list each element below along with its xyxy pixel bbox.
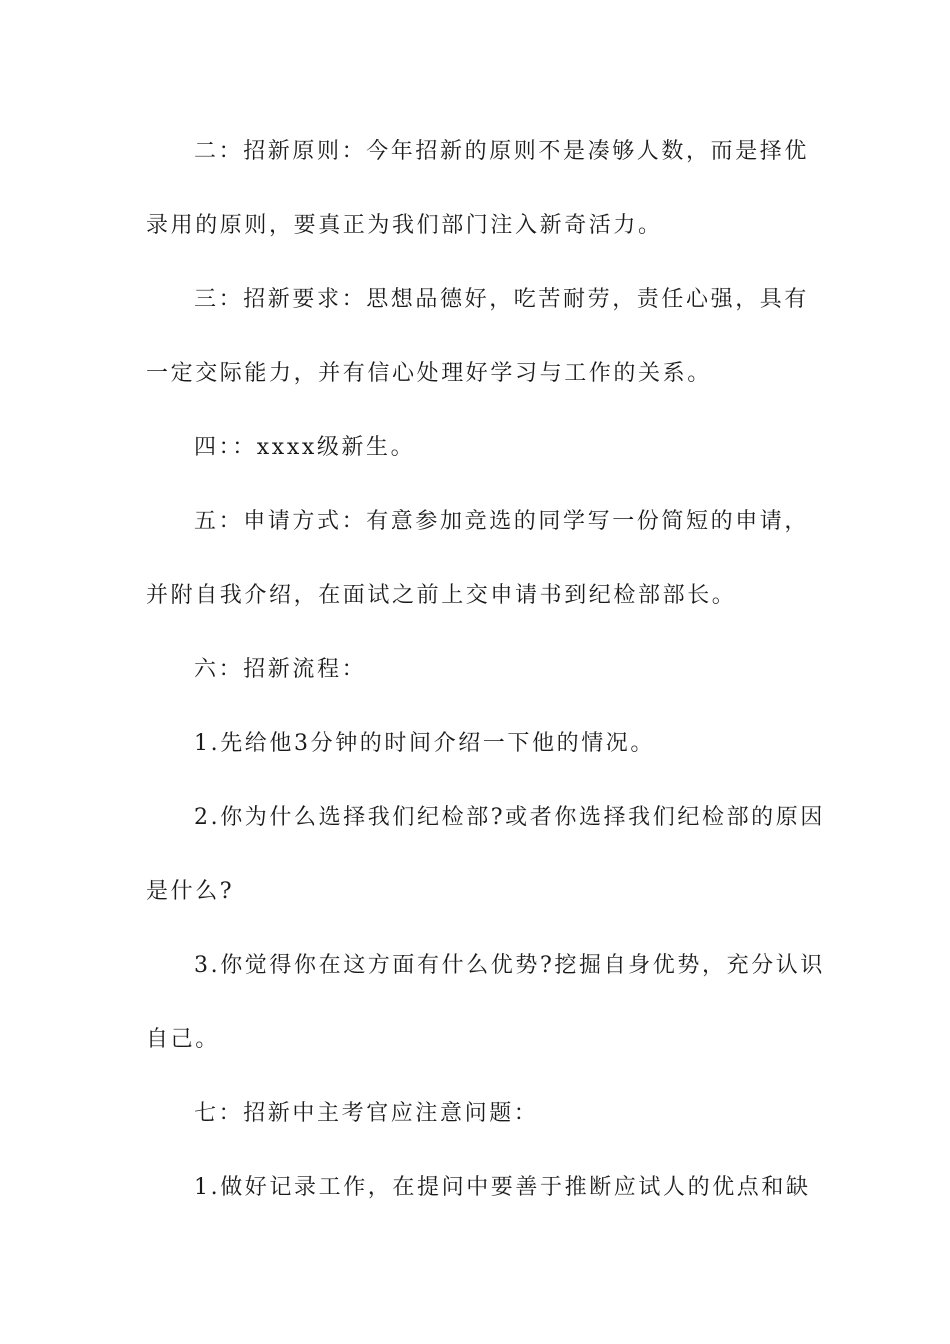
paragraph-process-step-3 — [146, 929, 825, 1077]
text-line: 一定交际能力，并有信心处理好学习与工作的关系。 — [146, 361, 712, 386]
text-line: 自己。 — [146, 1027, 220, 1052]
paragraph-examiner-note-1 — [146, 1151, 811, 1225]
text-line: 并附自我介绍，在面试之前上交申请书到纪检部部长。 — [146, 583, 737, 608]
text-line: 3.你觉得你在这方面有什么优势?挖掘自身优势，充分认识 — [194, 953, 825, 978]
paragraph-application-method — [146, 485, 808, 633]
text-line: 六：招新流程： — [194, 657, 367, 682]
paragraph-recruit-principle — [146, 115, 808, 263]
text-line: 七：招新中主考官应注意问题： — [194, 1101, 539, 1126]
paragraph-recruit-target — [146, 411, 808, 485]
paragraph-recruit-process — [146, 633, 808, 707]
text-line: 四：：xxxx级新生。 — [194, 435, 416, 460]
text-line: 2.你为什么选择我们纪检部?或者你选择我们纪检部的原因 — [194, 805, 825, 830]
paragraph-examiner-notes — [146, 1077, 808, 1151]
text-line: 1.做好记录工作，在提问中要善于推断应试人的优点和缺 — [194, 1175, 811, 1200]
text-line: 五：申请方式：有意参加竞选的同学写一份简短的申请， — [194, 509, 810, 534]
text-line: 三：招新要求：思想品德好，吃苦耐劳，责任心强，具有 — [194, 287, 810, 312]
text-line: 是什么? — [146, 879, 235, 904]
text-line: 二：招新原则：今年招新的原则不是凑够人数，而是择优 — [194, 139, 810, 164]
paragraph-recruit-requirements — [146, 263, 808, 411]
paragraph-process-step-2 — [146, 781, 825, 929]
text-line: 1.先给他3分钟的时间介绍一下他的情况。 — [194, 731, 655, 756]
text-line: 录用的原则，要真正为我们部门注入新奇活力。 — [146, 213, 663, 238]
paragraph-process-step-1 — [146, 707, 808, 781]
